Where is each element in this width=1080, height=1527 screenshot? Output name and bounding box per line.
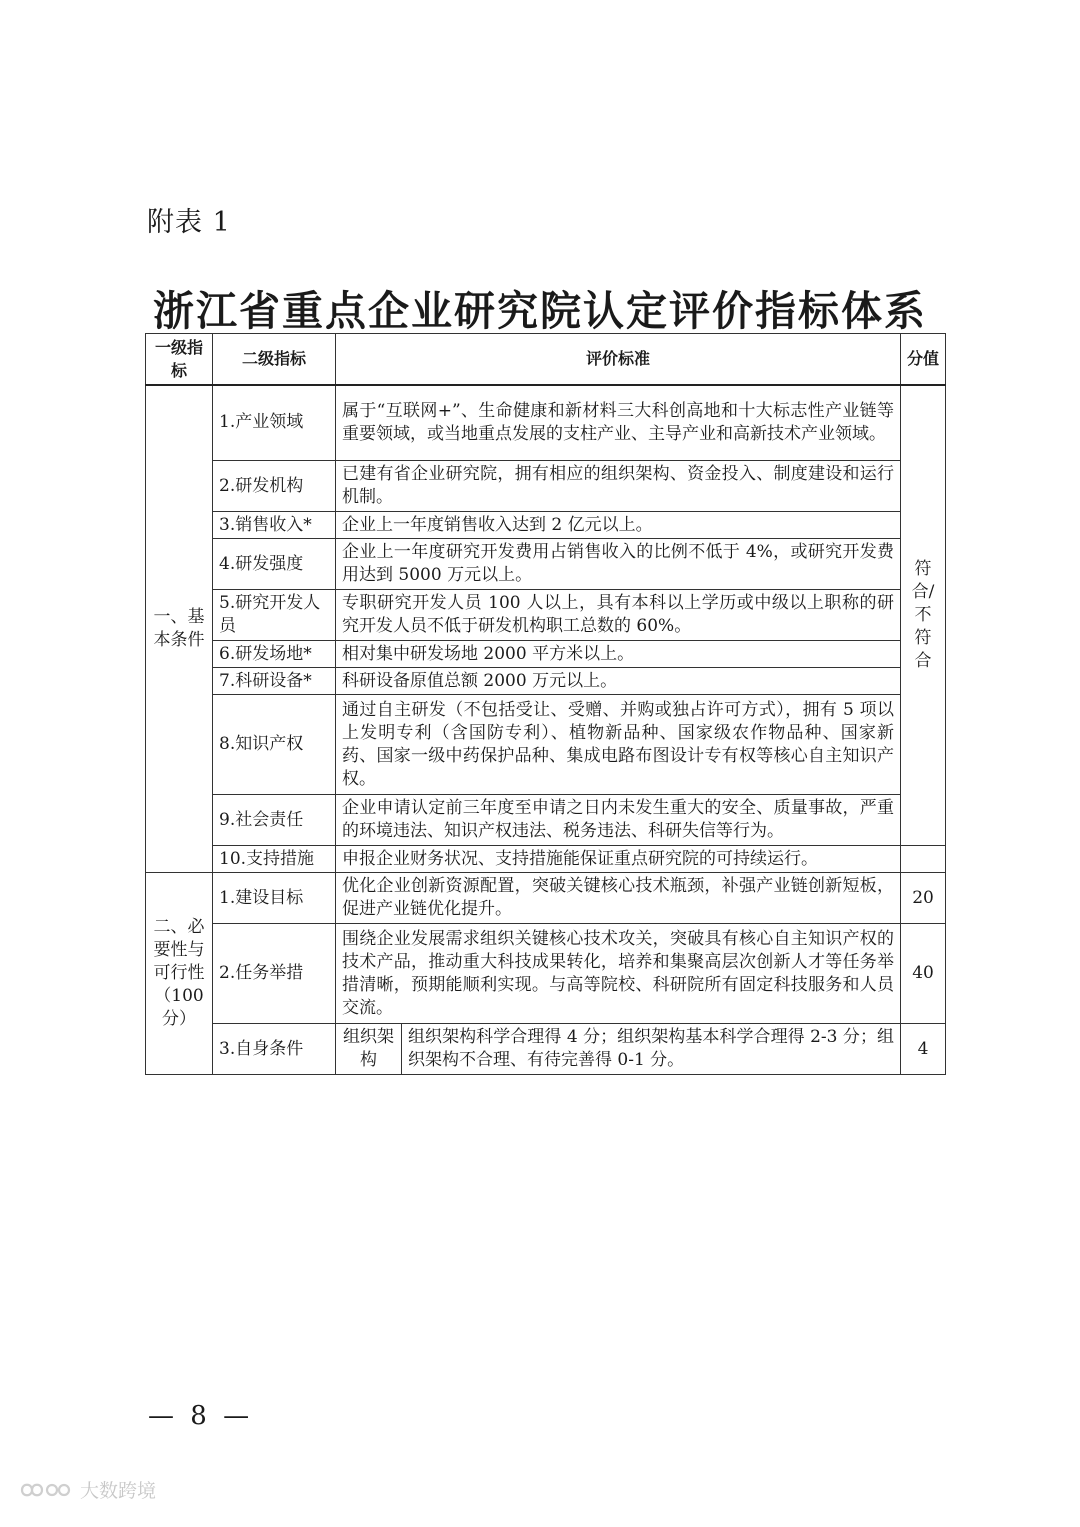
- table-header-row: [146, 334, 946, 385]
- row-name: 10.支持措施: [213, 846, 336, 873]
- header-level1: 一级指标: [146, 334, 213, 385]
- row-name: 7.科研设备*: [213, 668, 336, 695]
- row-criteria: 相对集中研发场地 2000 平方米以上。: [336, 641, 901, 668]
- row-score: 20: [901, 873, 946, 924]
- evaluation-table: [145, 333, 946, 1075]
- row-name: 4.研发强度: [213, 539, 336, 590]
- appendix-label: 附表 1: [147, 207, 231, 238]
- page-number: — 8 —: [148, 1401, 254, 1431]
- table-row: [146, 924, 946, 1024]
- row-criteria: 企业上一年度研究开发费用占销售收入的比例不低于 4%，或研究开发费用达到 5000 万元以上。: [336, 539, 901, 590]
- table-row: [146, 873, 946, 924]
- document-title: 浙江省重点企业研究院认定评价指标体系: [153, 287, 927, 335]
- header-level2: 二级指标: [213, 334, 336, 385]
- row-name: 9.社会责任: [213, 795, 336, 846]
- row-criteria: 围绕企业发展需求组织关键核心技术攻关，突破具有核心自主知识产权的技术产品，推动重大科技成果转化，培养和集聚高层次创新人才等任务举措清晰，预期能顺利实现。与高等院校、科研院所有固定科技服务和人员交流。: [336, 924, 901, 1024]
- infinity-logo-icon: [18, 1478, 74, 1502]
- row-criteria: 已建有省企业研究院，拥有相应的组织架构、资金投入、制度建设和运行机制。: [336, 461, 901, 512]
- table-row: [146, 539, 946, 590]
- row-criteria: 属于“互联网+”、生命健康和新材料三大科创高地和十大标志性产业链等重要领域，或当地重点发展的支柱产业、主导产业和高新技术产业领域。: [336, 385, 901, 461]
- row-name: 1.产业领域: [213, 385, 336, 461]
- table-row: [146, 1024, 946, 1075]
- row-score: 40: [901, 924, 946, 1024]
- row-name: 6.研发场地*: [213, 641, 336, 668]
- table-row: [146, 512, 946, 539]
- table-row: [146, 641, 946, 668]
- row-name: 1.建设目标: [213, 873, 336, 924]
- row-criteria: 组织架构科学合理得 4 分；组织架构基本科学合理得 2-3 分；组织架构不合理、有待完善得 0-1 分。: [402, 1024, 901, 1075]
- row-score: 4: [901, 1024, 946, 1075]
- row-criteria: 科研设备原值总额 2000 万元以上。: [336, 668, 901, 695]
- header-score: 分值: [901, 334, 946, 385]
- table-row: [146, 695, 946, 795]
- section1-score: 符合/不符合: [901, 385, 946, 846]
- row-score-empty: [901, 846, 946, 873]
- row-criteria: 企业申请认定前三年度至申请之日内未发生重大的安全、质量事故，严重的环境违法、知识产权违法、税务违法、科研失信等行为。: [336, 795, 901, 846]
- row-name: 2.研发机构: [213, 461, 336, 512]
- row-name: 2.任务举措: [213, 924, 336, 1024]
- watermark: [18, 1476, 156, 1503]
- row-criteria: 通过自主研发（不包括受让、受赠、并购或独占许可方式），拥有 5 项以上发明专利（含国防专利）、植物新品种、国家级农作物品种、国家新药、国家一级中药保护品种、集成电路布图设计专有权等核心自主知识产权。: [336, 695, 901, 795]
- table-row: [146, 846, 946, 873]
- table-row: [146, 795, 946, 846]
- row-criteria: 专职研究开发人员 100 人以上，具有本科以上学历或中级以上职称的研究开发人员不低于研发机构职工总数的 60%。: [336, 590, 901, 641]
- row-criteria: 企业上一年度销售收入达到 2 亿元以上。: [336, 512, 901, 539]
- header-criteria: 评价标准: [336, 334, 901, 385]
- table-row: [146, 590, 946, 641]
- table-row: [146, 461, 946, 512]
- row-sub-label: 组织架构: [336, 1024, 402, 1075]
- row-name: 8.知识产权: [213, 695, 336, 795]
- row-name: 5.研究开发人员: [213, 590, 336, 641]
- table-row: [146, 385, 946, 461]
- watermark-text: 大数跨境: [80, 1480, 157, 1502]
- row-name: 3.自身条件: [213, 1024, 336, 1075]
- table-row: [146, 668, 946, 695]
- row-criteria: 优化企业创新资源配置，突破关键核心技术瓶颈，补强产业链创新短板，促进产业链优化提升。: [336, 873, 901, 924]
- row-name: 3.销售收入*: [213, 512, 336, 539]
- row-criteria: 申报企业财务状况、支持措施能保证重点研究院的可持续运行。: [336, 846, 901, 873]
- section2-label: 二、必要性与可行性（100 分）: [146, 873, 213, 1075]
- section1-label: 一、基本条件: [146, 385, 213, 873]
